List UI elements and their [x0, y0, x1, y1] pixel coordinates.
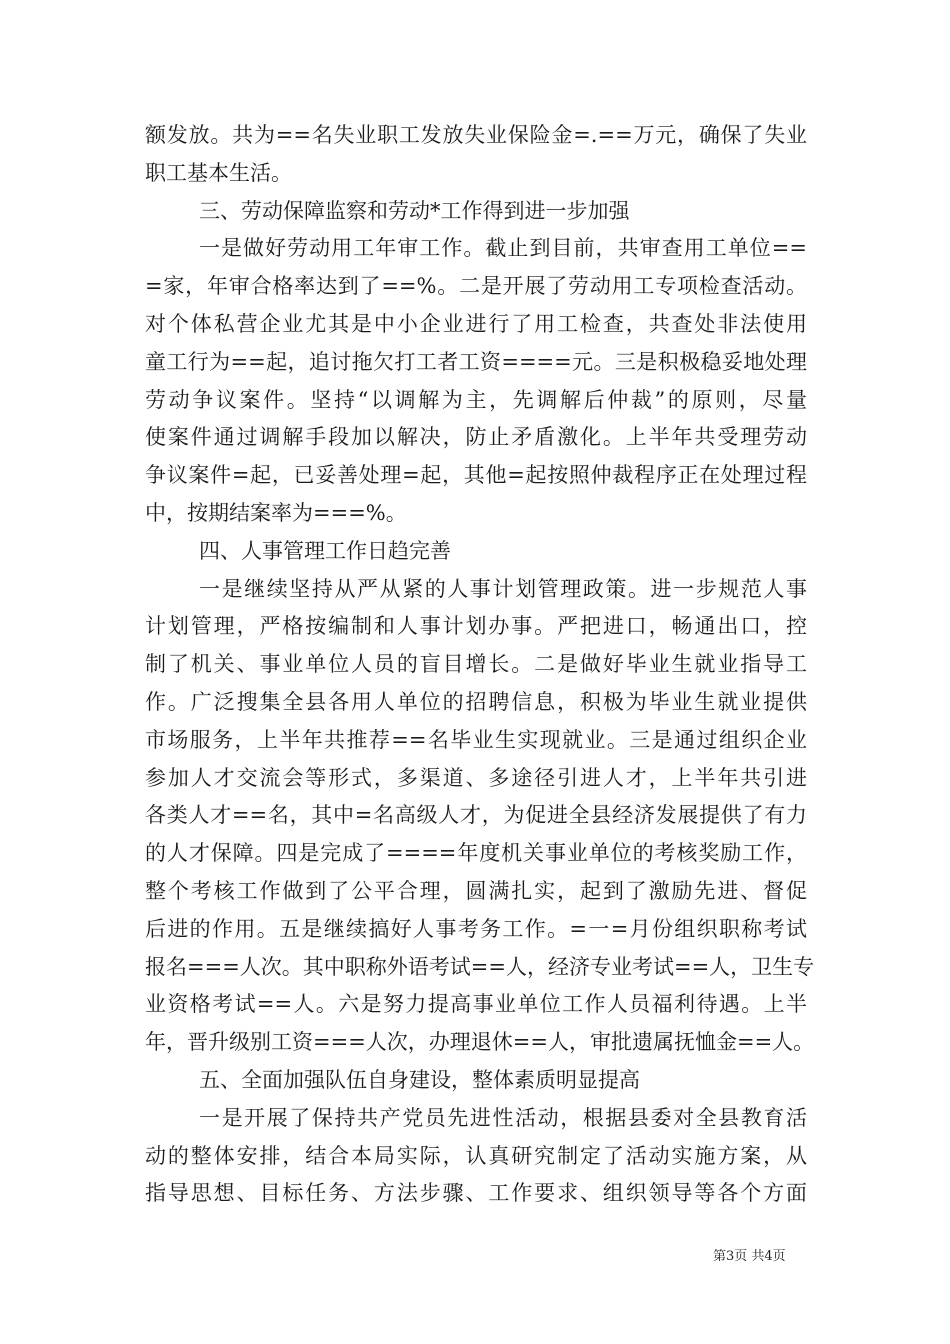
text-line-20: 的人才保障。四是完成了====年度机关事业单位的考核奖励工作， [145, 841, 807, 866]
text-line-6: 对个体私营企业尤其是中小企业进行了用工检查，共查处非法使用 [145, 311, 807, 336]
section-heading-3: 三、劳动保障监察和劳动*工作得到进一步加强 [199, 198, 630, 223]
text-line-25: 年，晋升级别工资===人次，办理退休==人，审批遗属抚恤金==人。 [145, 1030, 815, 1055]
text-line-10: 争议案件=起，已妥善处理=起，其他=起按照仲裁程序正在处理过程 [145, 463, 807, 488]
text-line-23: 报名===人次。其中职称外语考试==人，经济专业考试==人，卫生专 [145, 954, 815, 979]
text-line-29: 指导思想、目标任务、方法步骤、工作要求、组织领导等各个方面 [145, 1181, 807, 1206]
text-line-8: 劳动争议案件。坚持“以调解为主，先调解后仲裁”的原则，尽量 [145, 387, 807, 412]
text-line-1: 额发放。共为==名失业职工发放失业保险金=.==万元，确保了失业 [145, 123, 807, 147]
text-line-28: 动的整体安排，结合本局实际，认真研究制定了活动实施方案，从 [145, 1143, 807, 1168]
section-heading-5: 五、全面加强队伍自身建设，整体素质明显提高 [199, 1067, 640, 1092]
body-text [145, 117, 815, 1213]
text-line-2: 职工基本生活。 [145, 160, 292, 185]
text-line-5: =家，年审合格率达到了==%。二是开展了劳动用工专项检查活动。 [145, 274, 807, 299]
text-line-7: 童工行为==起，追讨拖欠打工者工资====元。三是积极稳妥地处理 [145, 349, 807, 374]
text-line-22: 后进的作用。五是继续搞好人事考务工作。=一=月份组织职称考试 [145, 916, 807, 941]
text-line-16: 作。广泛搜集全县各用人单位的招聘信息，积极为毕业生就业提供 [145, 689, 807, 714]
text-line-19: 各类人才==名，其中=名高级人才，为促进全县经济发展提供了有力 [145, 803, 807, 828]
text-line-11: 中，按期结案率为===%。 [145, 500, 407, 525]
text-line-9: 使案件通过调解手段加以解决，防止矛盾激化。上半年共受理劳动 [145, 425, 807, 450]
text-line-14: 计划管理，严格按编制和人事计划办事。严把进口，畅通出口，控 [145, 614, 807, 639]
text-line-21: 整个考核工作做到了公平合理，圆满扎实，起到了激励先进、督促 [145, 878, 807, 903]
text-line-17: 市场服务，上半年共推荐==名毕业生实现就业。三是通过组织企业 [145, 727, 807, 752]
text-line-24: 业资格考试==人。六是努力提高事业单位工作人员福利待遇。上半 [145, 992, 807, 1017]
text-line-18: 参加人才交流会等形式，多渠道、多途径引进人才，上半年共引进 [145, 765, 807, 790]
page-number: 第3页 共4页 [713, 1249, 786, 1264]
text-line-4: 一是做好劳动用工年审工作。截止到目前，共审查用工单位== [199, 236, 807, 261]
text-line-27: 一是开展了保持共产党员先进性活动，根据县委对全县教育活 [199, 1105, 807, 1130]
section-heading-4: 四、人事管理工作日趋完善 [199, 538, 451, 563]
text-line-13: 一是继续坚持从严从紧的人事计划管理政策。进一步规范人事 [199, 576, 807, 601]
text-line-15: 制了机关、事业单位人员的盲目增长。二是做好毕业生就业指导工 [145, 652, 807, 677]
